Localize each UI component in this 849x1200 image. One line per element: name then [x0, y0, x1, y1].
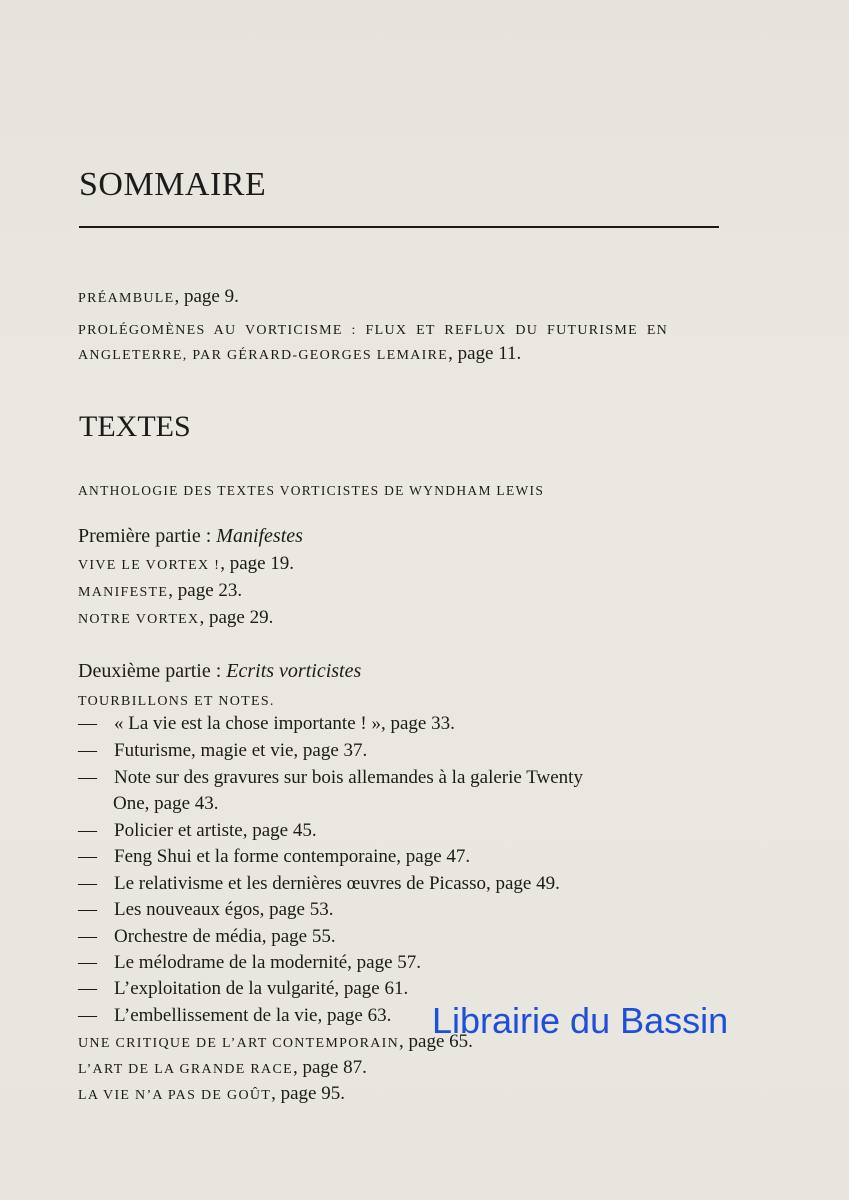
part2-entry: — Policier et artiste, page 45.: [78, 820, 317, 841]
toc-entry-prolegomenes-line1: PROLÉGOMÈNES AU VORTICISME : FLUX ET REFLUX DU FUTURISME EN: [78, 323, 669, 338]
part2-entry: — Le relativisme et les dernières œuvres de Picasso, page 49.: [78, 873, 560, 894]
title-rule: [79, 226, 719, 228]
watermark: Librairie du Bassin: [432, 1000, 729, 1041]
part1-item: NOTRE VORTEX, page 29.: [78, 607, 274, 628]
closing-entry: UNE CRITIQUE DE L’ART CONTEMPORAIN, page 65.: [78, 1031, 473, 1052]
preambule-label: PRÉAMBULE: [78, 291, 175, 306]
toc-entry-prolegomenes-line2: ANGLETERRE, PAR GÉRARD-GEORGES LEMAIRE, page 11.: [78, 343, 522, 364]
part2-entry: — Note sur des gravures sur bois allemandes à la galerie Twenty: [78, 767, 583, 788]
part1-heading: Première partie : Manifestes: [78, 525, 303, 547]
part2-entry: — Feng Shui et la forme contemporaine, page 47.: [78, 846, 471, 867]
part1-item: VIVE LE VORTEX !, page 19.: [78, 553, 295, 574]
part2-entry: — L’embellissement de la vie, page 63.: [78, 1005, 392, 1026]
part2-heading: Deuxième partie : Ecrits vorticistes: [78, 660, 362, 682]
closing-entry: LA VIE N’A PAS DE GOÛT, page 95.: [78, 1083, 345, 1104]
toc-entry-preambule: [78, 286, 239, 308]
part2-entry: — L’exploitation de la vulgarité, page 61.: [78, 978, 409, 999]
closing-entry: L’ART DE LA GRANDE RACE, page 87.: [78, 1057, 367, 1078]
part2-entry: — Les nouveaux égos, page 53.: [78, 899, 334, 920]
part2-entry: — Le mélodrame de la modernité, page 57.: [78, 952, 422, 973]
part2-entry: — Orchestre de média, page 55.: [78, 926, 336, 947]
part2-entry: — Futurisme, magie et vie, page 37.: [78, 740, 368, 761]
part2-entry-continuation: One, page 43.: [113, 793, 219, 814]
preambule-page: , page 9.: [174, 286, 239, 307]
page-title: SOMMAIRE: [79, 166, 267, 203]
textes-heading: TEXTES: [79, 410, 191, 443]
anthology-title: ANTHOLOGIE DES TEXTES VORTICISTES DE WYNDHAM LEWIS: [78, 483, 545, 498]
part2-subheading: TOURBILLONS ET NOTES.: [78, 694, 275, 709]
part1-item: MANIFESTE, page 23.: [78, 580, 243, 601]
part2-entry: — « La vie est la chose importante ! », page 33.: [78, 713, 455, 734]
